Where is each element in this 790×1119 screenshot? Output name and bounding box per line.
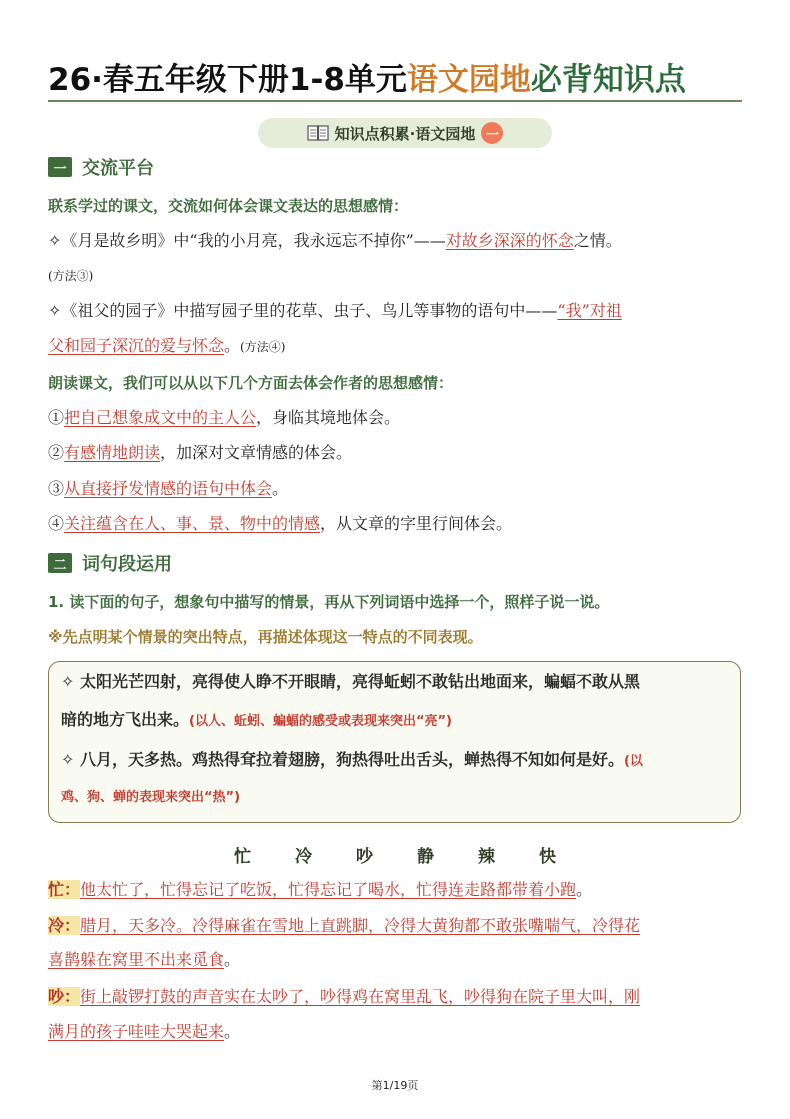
example-2-text: ✧ 八月，天多热。鸡热得耷拉着翅膀，狗热得吐出舌头，蝉热得不知如何是好。	[61, 750, 624, 769]
item-1	[48, 229, 744, 253]
item-2-highlight: “我”对祖	[557, 301, 622, 320]
answer-busy	[48, 878, 744, 902]
item-1-note: (方法③)	[48, 269, 94, 283]
item-2-end: 。	[224, 336, 241, 355]
example-1-note: (以人、蚯蚓、蝙蝠的感受或表现来突出“亮”)	[189, 714, 452, 729]
method-3-num: ③	[48, 479, 65, 498]
title-part-1: 26·春五年级下册1-8单元	[48, 62, 407, 98]
example-2-line-1	[61, 748, 733, 774]
answer-noisy-continued	[48, 1020, 744, 1044]
method-1-highlight: 把自己想象成文中的主人公	[64, 408, 257, 427]
method-3-highlight: 从直接抒发情感的语句中体会	[64, 479, 273, 498]
method-2-highlight: 有感情地朗读	[64, 443, 161, 462]
method-3-text: 。	[272, 479, 289, 498]
section-1-heading	[48, 154, 154, 180]
section-2-heading	[48, 550, 172, 576]
word-choice: 快	[539, 847, 556, 867]
section-2-title: 词句段运用	[82, 554, 172, 575]
answer-cold-label: 冷：	[48, 916, 81, 935]
word-choice: 吵	[356, 847, 373, 867]
answer-noisy	[48, 985, 744, 1009]
method-4	[48, 512, 744, 536]
example-1-line-2	[61, 708, 733, 734]
answer-busy-label: 忙：	[48, 880, 81, 899]
example-2-note-start: (以	[623, 754, 643, 769]
word-choice: 冷	[295, 847, 312, 867]
answer-cold-end: 。	[224, 950, 241, 969]
example-box	[48, 661, 741, 823]
example-2-note: 鸡、狗、蝉的表现来突出“热”)	[61, 790, 241, 805]
answer-cold-continued	[48, 948, 744, 972]
question-1: 1. 读下面的句子，想象句中描写的情景，再从下列词语中选择一个，照样子说一说。	[48, 593, 610, 611]
title-part-3: 必背知识点	[530, 62, 686, 98]
answer-cold-text-2: 喜鹊躲在窝里不出来觅食	[48, 950, 225, 969]
book-icon	[307, 124, 329, 142]
method-2	[48, 441, 744, 465]
method-1-num: ①	[48, 408, 65, 427]
title-part-2: 语文园地	[406, 62, 531, 98]
item-2-continued	[48, 334, 744, 359]
method-2-num: ②	[48, 443, 65, 462]
answer-noisy-text: 街上敲锣打鼓的声音实在太吵了，吵得鸡在窝里乱飞，吵得狗在院子里大叫，刚	[80, 987, 641, 1006]
method-1-text: ，身临其境地体会。	[256, 408, 401, 427]
word-choice: 忙	[234, 847, 251, 867]
item-2-note: (方法④)	[240, 340, 286, 354]
item-1-end: 之情。	[573, 231, 622, 250]
title-underline	[48, 100, 742, 102]
item-2-highlight-2: 父和园子深沉的爱与怀念	[48, 336, 225, 355]
answer-cold	[48, 914, 744, 938]
answer-noisy-end: 。	[224, 1022, 241, 1041]
banner-number: 一	[481, 122, 503, 144]
question-tip: ※先点明某个情景的突出特点，再描述体现这一特点的不同表现。	[48, 628, 483, 646]
word-choice: 静	[417, 847, 434, 867]
example-1-text: 暗的地方飞出来。	[61, 710, 190, 729]
example-1-line-1: ✧ 太阳光芒四射，亮得使人睁不开眼睛，亮得蚯蚓不敢钻出地面来，蝙蝠不敢从黑	[61, 672, 640, 691]
page-title	[48, 58, 744, 102]
section-2-badge: 二	[48, 553, 72, 573]
answer-cold-text: 腊月，天多冷。冷得麻雀在雪地上直跳脚，冷得大黄狗都不敢张嘴喘气，冷得花	[80, 916, 641, 935]
answer-busy-end: 。	[576, 880, 593, 899]
method-4-text: ，从文章的字里行间体会。	[320, 514, 513, 533]
item-1-highlight: 对故乡深深的怀念	[445, 231, 574, 250]
answer-noisy-text-2: 满月的孩子哇哇大哭起来	[48, 1022, 225, 1041]
method-3	[48, 477, 744, 501]
section-banner	[258, 118, 552, 148]
item-2	[48, 299, 744, 323]
section-1-badge: 一	[48, 157, 72, 177]
answer-noisy-label: 吵：	[48, 987, 81, 1006]
section-1-intro-2: 朗读课文，我们可以从以下几个方面去体会作者的思想感情：	[48, 374, 454, 392]
section-1-intro: 联系学过的课文，交流如何体会课文表达的思想感情：	[48, 197, 409, 215]
method-4-num: ④	[48, 514, 65, 533]
method-2-text: ，加深对文章情感的体会。	[160, 443, 353, 462]
method-1	[48, 406, 744, 430]
section-1-title: 交流平台	[82, 158, 154, 179]
item-2-text: ✧《祖父的园子》中描写园子里的花草、虫子、鸟儿等事物的语句中——	[48, 301, 558, 320]
word-choices	[0, 842, 790, 868]
item-1-text: ✧《月是故乡明》中“我的小月亮，我永远忘不掉你”——	[48, 231, 446, 250]
method-4-highlight: 关注蕴含在人、事、景、物中的情感	[64, 514, 321, 533]
word-choice: 辣	[478, 847, 495, 867]
banner-label: 知识点积累·语文园地	[334, 124, 476, 143]
answer-busy-text: 他太忙了，忙得忘记了吃饭，忙得忘记了喝水，忙得连走路都带着小跑	[80, 880, 577, 899]
page-number: 第1/19页	[371, 1079, 419, 1092]
